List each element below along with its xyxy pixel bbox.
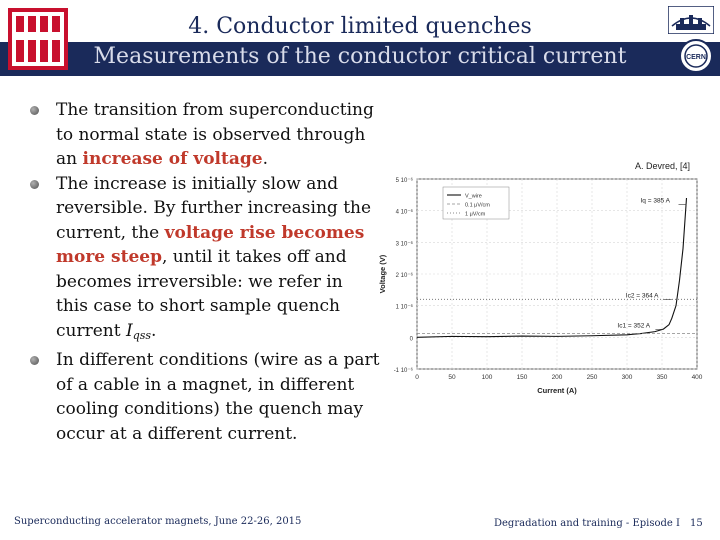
bullet-item <box>30 348 380 446</box>
slide-title-line-2: Measurements of the conductor critical current <box>93 44 627 69</box>
footer-course-info: Superconducting accelerator magnets, June 22-26, 2015 <box>14 516 302 527</box>
bullet-item <box>30 172 380 349</box>
bullet-text: I <box>125 320 133 341</box>
chart-plot <box>378 177 703 395</box>
x-tick-label: 0 <box>415 374 419 381</box>
x-tick-label: 350 <box>656 374 668 381</box>
voltage-current-chart <box>375 155 710 410</box>
annotation-label: Iq = 385 A <box>640 197 670 205</box>
bullet-text: , until it takes off and becomes irreversible: we refer in this case to short sample quench current <box>56 247 347 341</box>
building-logo-icon <box>668 6 714 34</box>
legend-entry: 1 μV/cm <box>465 211 486 218</box>
cern-logo-icon <box>678 38 714 74</box>
y-tick-label: 5 10⁻⁶ <box>395 178 413 184</box>
legend-entry: 0.1 μV/cm <box>465 202 490 209</box>
bullet-text: The transition from superconducting to normal state is observed through an <box>56 100 374 169</box>
highlighted-text: increase of voltage <box>82 149 263 169</box>
bullet-dot-icon <box>30 106 39 115</box>
y-tick-label: 2 10⁻⁶ <box>395 273 413 279</box>
x-tick-label: 250 <box>586 374 598 381</box>
x-tick-label: 100 <box>481 374 493 381</box>
bullet-item <box>30 98 380 172</box>
bullet-dot-icon <box>30 356 39 365</box>
y-tick-label: 4 10⁻⁶ <box>395 209 413 216</box>
bullet-list <box>30 98 380 446</box>
page-number: 15 <box>690 518 703 529</box>
x-tick-label: 50 <box>448 374 456 381</box>
y-tick-label: 3 10⁻⁶ <box>395 241 413 248</box>
bullet-dot-icon <box>30 180 39 189</box>
annotation-label: Ic1 = 352 A <box>617 322 651 330</box>
chart-credit: A. Devred, [4] <box>634 161 690 171</box>
footer-lecture-title: Degradation and training - Episode I <box>494 518 680 529</box>
x-tick-label: 150 <box>516 374 528 381</box>
bullet-text: . <box>262 149 268 169</box>
y-tick-label: 1 10⁻⁶ <box>395 304 413 311</box>
y-tick-label: -1 10⁻⁶ <box>393 368 413 374</box>
bullet-text: The increase is initially slow and reversible. By further increasing the current, the <box>56 173 372 243</box>
x-tick-label: 200 <box>551 374 563 381</box>
bullet-text: qss <box>132 328 152 342</box>
uspas-logo-icon <box>8 8 68 70</box>
x-tick-label: 300 <box>621 374 633 381</box>
cern-logo-text: CERN <box>686 54 706 61</box>
x-tick-label: 400 <box>691 374 703 381</box>
bullet-text: . <box>151 320 157 341</box>
highlighted-text: voltage rise becomes more steep <box>56 222 365 267</box>
title-bar <box>0 0 720 76</box>
bullet-text: In different conditions (wire as a part of a cable in a magnet, in different cooling conditions) the quench may occur at a different current. <box>56 350 380 444</box>
legend-entry: V_wire <box>465 193 482 200</box>
y-tick-label: 0 <box>409 336 413 343</box>
slide-title-line-1: 4. Conductor limited quenches <box>188 14 532 39</box>
y-axis-label: Voltage (V) <box>378 254 387 294</box>
x-axis-label: Current (A) <box>537 386 577 395</box>
annotation-label: Ic2 = 364 A <box>625 292 659 300</box>
